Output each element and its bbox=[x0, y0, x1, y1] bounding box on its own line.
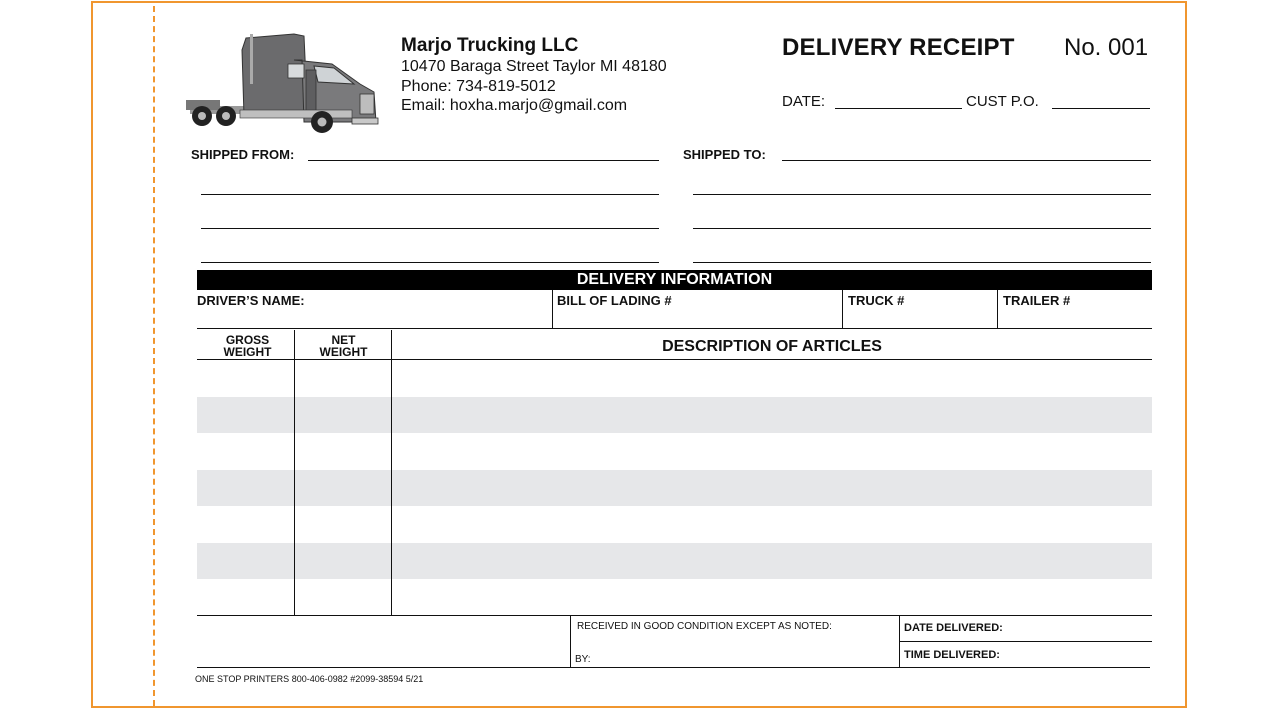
cust-po-field[interactable] bbox=[1052, 108, 1150, 109]
gross-weight-header bbox=[200, 334, 295, 358]
company-address: 10470 Baraga Street Taylor MI 48180 bbox=[401, 58, 667, 75]
divider bbox=[552, 290, 553, 328]
shipped-from-line-1[interactable] bbox=[308, 160, 659, 161]
truck-label: TRUCK # bbox=[848, 293, 905, 308]
semi-truck-icon bbox=[184, 30, 380, 136]
shipped-to-line-3[interactable] bbox=[693, 228, 1151, 229]
bill-of-lading-label: BILL OF LADING # bbox=[557, 293, 672, 308]
by-label: BY: bbox=[575, 654, 591, 665]
divider bbox=[842, 290, 843, 328]
column-divider bbox=[391, 330, 392, 616]
divider bbox=[900, 641, 1152, 642]
shipped-from-line-2[interactable] bbox=[201, 194, 659, 195]
table-header-bottom bbox=[197, 359, 1152, 360]
trailer-label: TRAILER # bbox=[1003, 293, 1071, 308]
form-bottom-line bbox=[197, 667, 1150, 668]
printer-credit: ONE STOP PRINTERS 800-406-0982 #2099-38594 5/21 bbox=[195, 674, 424, 684]
shipped-from-line-3[interactable] bbox=[201, 228, 659, 229]
company-name: Marjo Trucking LLC bbox=[401, 35, 579, 56]
gross-weight-header-line2: WEIGHT bbox=[223, 345, 272, 359]
table-row[interactable] bbox=[197, 397, 1152, 433]
description-header: DESCRIPTION OF ARTICLES bbox=[662, 338, 882, 355]
net-weight-header bbox=[295, 334, 392, 358]
date-label: DATE: bbox=[782, 93, 826, 110]
shipped-to-line-2[interactable] bbox=[693, 194, 1151, 195]
form-number: No. 001 bbox=[1064, 34, 1149, 61]
driver-row-bottom bbox=[197, 328, 1152, 329]
received-label: RECEIVED IN GOOD CONDITION EXCEPT AS NOTED: bbox=[577, 621, 832, 632]
divider bbox=[899, 616, 900, 668]
divider bbox=[570, 616, 571, 668]
time-delivered-label: TIME DELIVERED: bbox=[904, 649, 1000, 661]
form-title: DELIVERY RECEIPT bbox=[782, 34, 1015, 61]
delivery-info-band: DELIVERY INFORMATION bbox=[197, 270, 1152, 290]
perforation-line bbox=[153, 6, 155, 706]
company-email: Email: hoxha.marjo@gmail.com bbox=[401, 97, 628, 114]
date-delivered-label: DATE DELIVERED: bbox=[904, 622, 1003, 634]
net-weight-header-line2: WEIGHT bbox=[319, 345, 368, 359]
table-bottom bbox=[197, 615, 1152, 616]
shipped-to-line-1[interactable] bbox=[782, 160, 1151, 161]
shipped-to-line-4[interactable] bbox=[693, 262, 1151, 263]
drivers-name-label: DRIVER’S NAME: bbox=[197, 293, 305, 308]
column-divider bbox=[294, 330, 295, 616]
table-row[interactable] bbox=[197, 543, 1152, 579]
table-row[interactable] bbox=[197, 470, 1152, 506]
shipped-to-label: SHIPPED TO: bbox=[683, 147, 766, 162]
divider bbox=[997, 290, 998, 328]
shipped-from-label: SHIPPED FROM: bbox=[191, 147, 295, 162]
net-weight-header-line1: NET bbox=[331, 333, 356, 347]
date-field[interactable] bbox=[835, 108, 962, 109]
gross-weight-header-line1: GROSS bbox=[225, 333, 270, 347]
company-phone: Phone: 734-819-5012 bbox=[401, 78, 556, 95]
cust-po-label: CUST P.O. bbox=[966, 93, 1039, 110]
shipped-from-line-4[interactable] bbox=[201, 262, 659, 263]
